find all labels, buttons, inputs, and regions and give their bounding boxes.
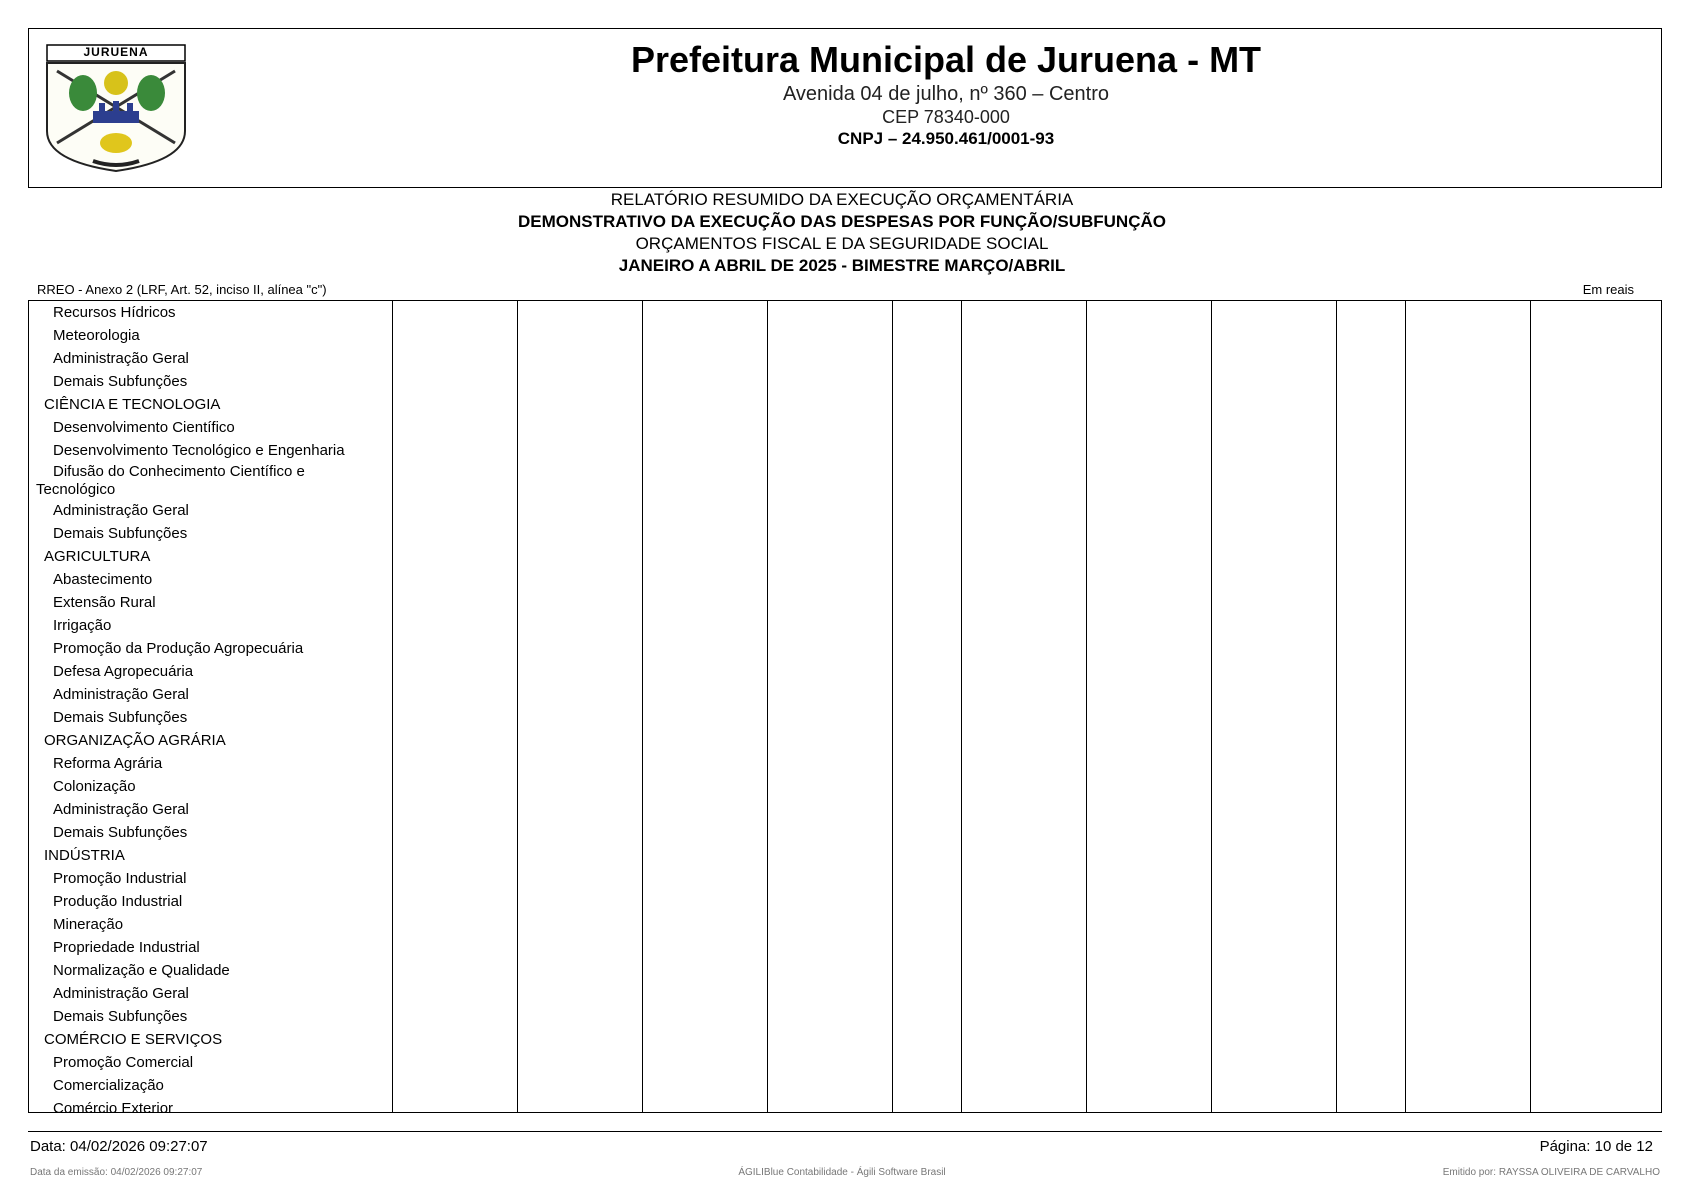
column-divider — [517, 301, 518, 1112]
column-divider — [642, 301, 643, 1112]
header-box — [28, 28, 1662, 188]
footer-divider — [28, 1131, 1662, 1132]
table-row-subfunction: Promoção da Produção Agropecuária — [53, 640, 304, 657]
table-row-subfunction: Demais Subfunções — [53, 709, 188, 726]
logo-name-text: JURUENA — [83, 45, 149, 59]
row-label: Difusão do Conhecimento Científico e — [53, 463, 305, 480]
header-cnpj: CNPJ – 24.950.461/0001-93 — [837, 129, 1055, 148]
footer-emission-date: Data da emissão: 04/02/2026 09:27:07 — [30, 1167, 203, 1178]
table-row-subfunction — [29, 462, 392, 499]
footer-issued-by: Emitido por: RAYSSA OLIVEIRA DE CARVALHO — [1442, 1167, 1660, 1178]
table-row-subfunction: Administração Geral — [53, 801, 189, 818]
annex-reference: RREO - Anexo 2 (LRF, Art. 52, inciso II, alínea "c") — [37, 282, 327, 297]
footer-software: ÁGILIBlue Contabilidade - Ágili Software Brasil — [738, 1167, 946, 1178]
column-divider — [1086, 301, 1087, 1112]
table-row-function: CIÊNCIA E TECNOLOGIA — [44, 396, 221, 413]
table-row-subfunction: Demais Subfunções — [53, 373, 188, 390]
table-row-subfunction: Comercialização — [53, 1077, 164, 1094]
table-row-subfunction: Meteorologia — [53, 327, 140, 344]
table-row-function: ORGANIZAÇÃO AGRÁRIA — [44, 732, 226, 749]
table-row-subfunction: Administração Geral — [53, 686, 189, 703]
table-row-subfunction: Colonização — [53, 778, 136, 795]
column-divider — [961, 301, 962, 1112]
row-label-continuation: Tecnológico — [36, 481, 116, 498]
table-row-subfunction: Promoção Comercial — [53, 1054, 194, 1071]
expense-table — [28, 300, 1662, 1117]
report-title-line-1: RELATÓRIO RESUMIDO DA EXECUÇÃO ORÇAMENTÁRIA — [610, 190, 1074, 209]
table-row-function: INDÚSTRIA — [44, 847, 125, 864]
table-row-subfunction: Irrigação — [53, 617, 112, 634]
table-row-subfunction: Administração Geral — [53, 502, 189, 519]
table-row-subfunction: Produção Industrial — [53, 893, 183, 910]
table-row-subfunction: Demais Subfunções — [53, 1008, 188, 1025]
table-row-subfunction: Defesa Agropecuária — [53, 663, 194, 680]
footer-page-number: Página: 10 de 12 — [1539, 1138, 1653, 1155]
table-row-subfunction: Reforma Agrária — [53, 755, 163, 772]
table-rows — [29, 301, 392, 1120]
footer-date: Data: 04/02/2026 09:27:07 — [30, 1138, 208, 1155]
report-title-line-2: DEMONSTRATIVO DA EXECUÇÃO DAS DESPESAS POR FUNÇÃO/SUBFUNÇÃO — [518, 212, 1166, 231]
column-divider — [1405, 301, 1406, 1112]
report-title-line-3: ORÇAMENTOS FISCAL E DA SEGURIDADE SOCIAL — [635, 234, 1049, 253]
table-row-subfunction: Extensão Rural — [53, 594, 156, 611]
report-title-line-4: JANEIRO A ABRIL DE 2025 - BIMESTRE MARÇO/ABRIL — [618, 256, 1066, 275]
column-divider — [1336, 301, 1337, 1112]
column-divider — [767, 301, 768, 1112]
table-row-subfunction: Abastecimento — [53, 571, 153, 588]
table-row-subfunction: Demais Subfunções — [53, 824, 188, 841]
units-label: Em reais — [1582, 282, 1634, 297]
column-divider — [1211, 301, 1212, 1112]
header-cep: CEP 78340-000 — [882, 107, 1010, 127]
table-row-subfunction: Desenvolvimento Tecnológico e Engenharia — [53, 442, 345, 459]
table-row-function: COMÉRCIO E SERVIÇOS — [44, 1031, 223, 1048]
table-row-subfunction: Mineração — [53, 916, 124, 933]
table-row-subfunction: Administração Geral — [53, 985, 189, 1002]
table-row-subfunction: Promoção Industrial — [53, 870, 187, 887]
column-divider — [1530, 301, 1531, 1112]
header-address: Avenida 04 de julho, nº 360 – Centro — [782, 83, 1110, 105]
column-divider — [892, 301, 893, 1112]
table-row-subfunction: Recursos Hídricos — [53, 304, 176, 321]
table-row-function: AGRICULTURA — [44, 548, 151, 565]
table-row-subfunction: Normalização e Qualidade — [53, 962, 230, 979]
coat-of-arms-icon — [43, 43, 189, 175]
table-row-subfunction: Propriedade Industrial — [53, 939, 200, 956]
page-title: Prefeitura Municipal de Juruena - MT — [630, 39, 1262, 80]
table-row-subfunction: Comércio Exterior — [53, 1100, 174, 1117]
table-row-subfunction: Desenvolvimento Científico — [53, 419, 235, 436]
table-row-subfunction: Demais Subfunções — [53, 525, 188, 542]
column-divider — [392, 301, 393, 1112]
municipal-coat-of-arms-logo — [43, 43, 189, 175]
table-row-subfunction: Administração Geral — [53, 350, 189, 367]
